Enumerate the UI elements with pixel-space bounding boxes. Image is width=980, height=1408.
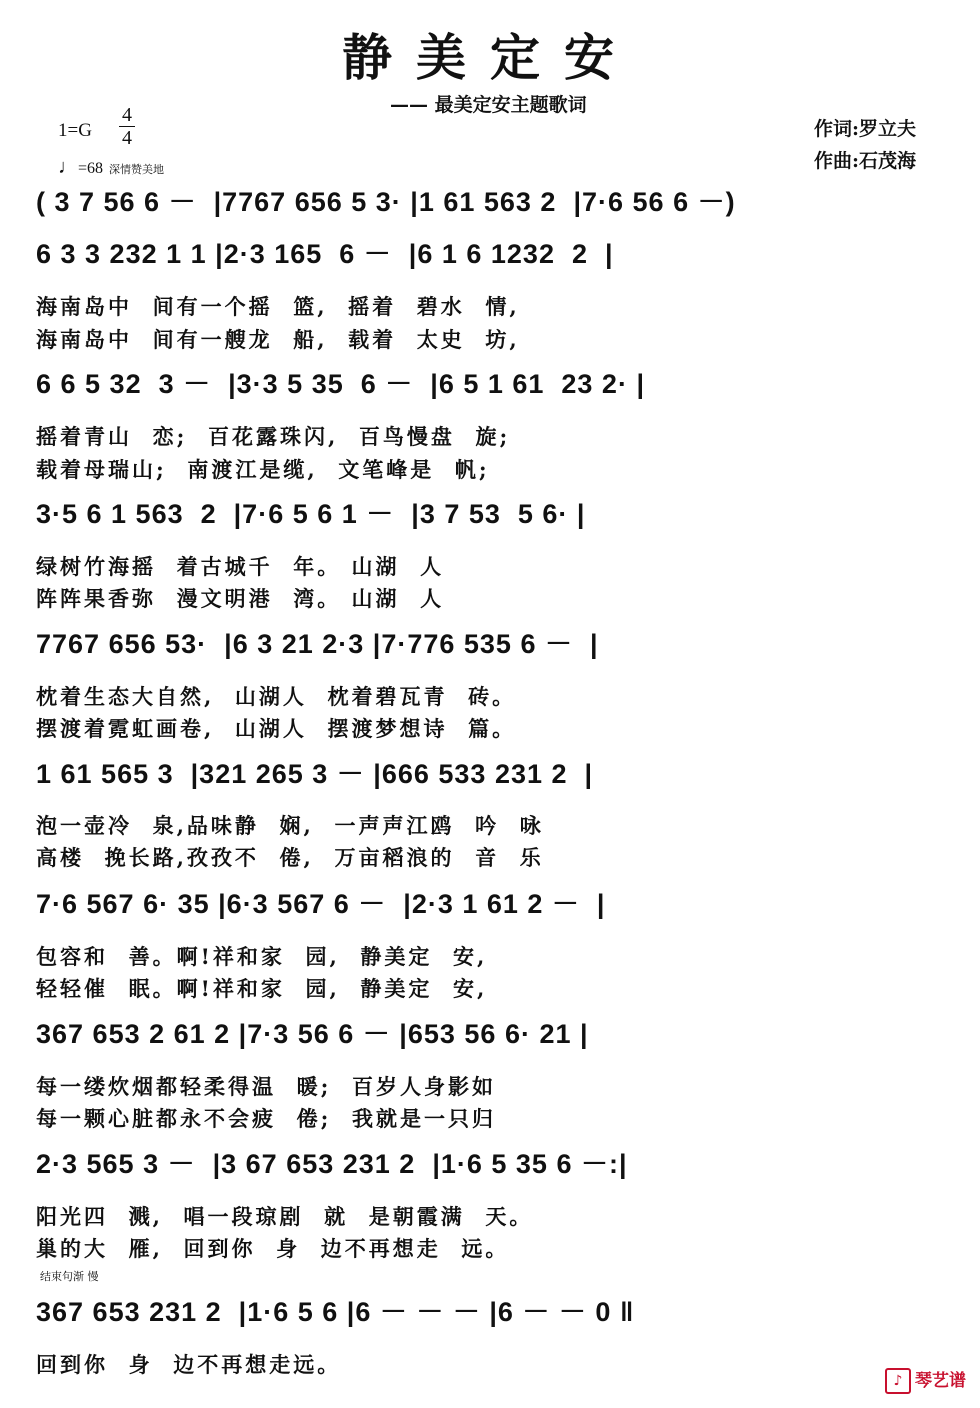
time-signature-bottom: 4 [122, 127, 132, 149]
notation-line-8: 367 653 2 61 2 |7·3 56 6 － |653 56 6· 21 | [36, 1019, 589, 1049]
key-signature: 1=G [58, 120, 92, 141]
notation-line-6: 1 61 565 3 |321 265 3 － |666 533 231 2 | [36, 759, 594, 789]
logo-icon: ♪ [885, 1368, 911, 1394]
lyric-verse2-line-2: 海南岛中 间有一艘龙 船, 载着 太史 坊, [36, 327, 520, 352]
song-title: 静美定安 [342, 28, 638, 87]
lyric-verse1-line-3: 摇着青山 恋; 百花露珠闪, 百鸟慢盘 旋; [36, 424, 511, 449]
lyric-verse2-line-4: 阵阵果香弥 漫文明港 湾。 山湖 人 [36, 586, 445, 611]
notation-line-9: 2·3 565 3 － |3 67 653 231 2 |1·6 5 35 6 －:| [36, 1149, 628, 1179]
notation-line-4: 3·5 6 1 563 2 |7·6 5 6 1 － |3 7 53 5 6· | [36, 499, 586, 529]
lyric-verse2-line-8: 每一颗心脏都永不会疲 倦; 我就是一只归 [36, 1106, 496, 1131]
lyric-verse2-line-3: 载着母瑞山; 南渡江是缆, 文笔峰是 帆; [36, 457, 490, 482]
notation-line-1: ( 3 7 56 6 － |7767 656 5 3· |1 61 563 2 |7·6 56 6 －) [36, 187, 736, 217]
ending-annotation: 结束句渐 慢 [40, 1270, 99, 1283]
notation-line-5: 7767 656 53· |6 3 21 2·3 |7·776 535 6 － | [36, 629, 599, 659]
composer-credit: 作曲:石茂海 [814, 150, 917, 172]
lyric-verse1-line-2: 海南岛中 间有一个摇 篮, 摇着 碧水 情, [36, 294, 520, 319]
lyric-line-10: 回到你 身 边不再想走远。 [36, 1352, 342, 1377]
lyric-verse1-line-5: 枕着生态大自然, 山湖人 枕着碧瓦青 砖。 [36, 684, 517, 709]
expression-marking: 深情赞美地 [109, 164, 165, 176]
song-subtitle: —— 最美定安主题歌词 [390, 94, 587, 116]
lyric-verse1-line-9: 阳光四 溅, 唱一段琼剧 就 是朝霞满 天。 [36, 1204, 534, 1229]
watermark: ♪ 琴艺谱 [885, 1366, 966, 1394]
lyric-verse2-line-9: 巢的大 雁, 回到你 身 边不再想走 远。 [36, 1236, 510, 1261]
lyric-verse2-line-5: 摆渡着霓虹画卷, 山湖人 摆渡梦想诗 篇。 [36, 716, 517, 741]
tempo-value: =68 [78, 160, 104, 177]
time-signature [116, 104, 138, 149]
notation-line-10: 367 653 231 2 |1·6 5 6 |6 － － － |6 － － 0 ‖ [36, 1297, 635, 1327]
lyric-verse2-line-7: 轻轻催 眠。啊!祥和家 园, 静美定 安, [36, 976, 488, 1001]
lyric-verse1-line-4: 绿树竹海摇 着古城千 年。 山湖 人 [36, 554, 445, 579]
notation-line-3: 6 6 5 32 3 － |3·3 5 35 6 － |6 5 1 61 23 2· | [36, 369, 645, 399]
lyric-verse1-line-6: 泡一壶冷 泉,品味静 娴, 一声声江鸥 吟 咏 [36, 813, 544, 838]
time-signature-top: 4 [122, 104, 132, 126]
lyric-verse1-line-7: 包容和 善。啊!祥和家 园, 静美定 安, [36, 944, 488, 969]
lyric-verse1-line-8: 每一缕炊烟都轻柔得温 暖; 百岁人身影如 [36, 1074, 496, 1099]
lyric-verse2-line-6: 高楼 挽长路,孜孜不 倦, 万亩稻浪的 音 乐 [36, 845, 544, 870]
lyricist-credit: 作词:罗立夫 [814, 118, 917, 140]
tempo-marking [58, 156, 164, 179]
notation-line-7: 7·6 567 6· 35 |6·3 567 6 － |2·3 1 61 2 － | [36, 889, 606, 919]
quarter-note-icon: ♩ [58, 156, 78, 178]
notation-line-2: 6 3 3 232 1 1 |2·3 165 6 － |6 1 6 1232 2 | [36, 239, 614, 269]
